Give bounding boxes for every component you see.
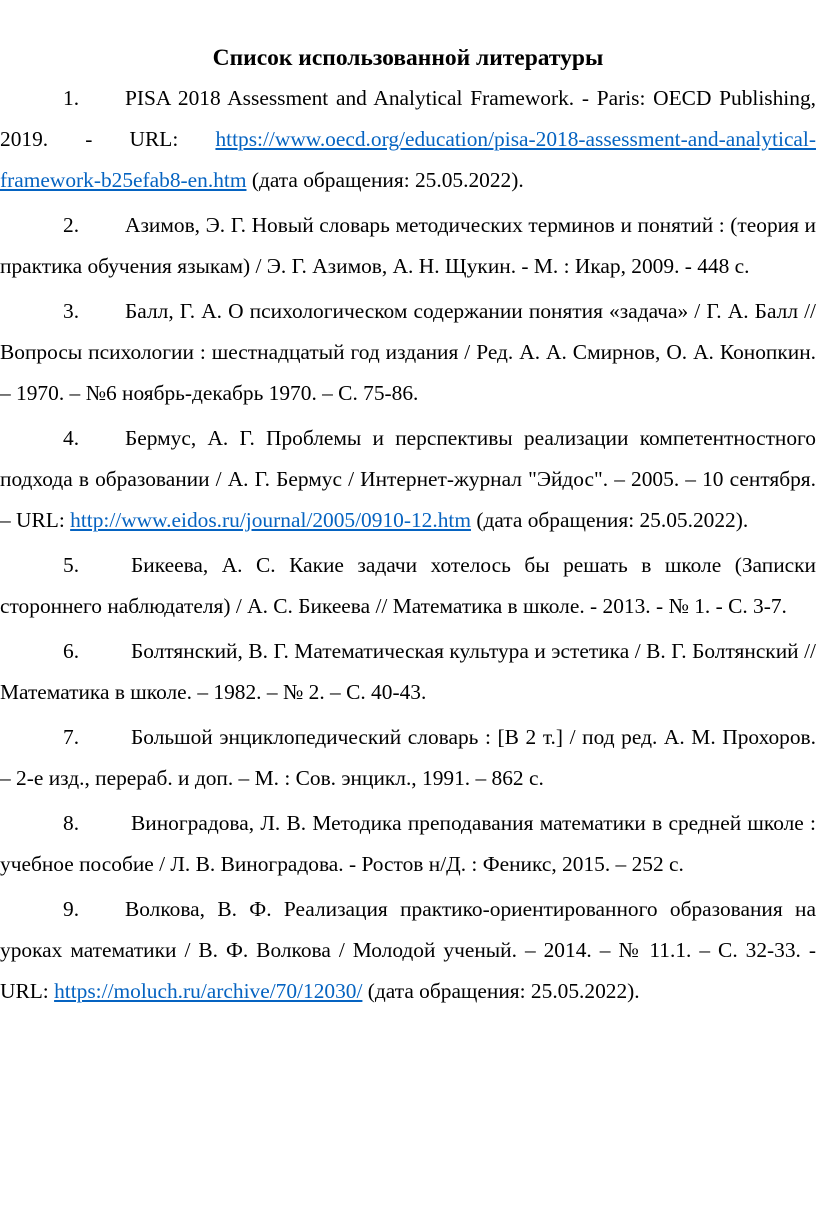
reference-item — [0, 545, 816, 627]
reference-number: 3. — [63, 299, 80, 323]
reference-number: 2. — [63, 213, 80, 237]
reference-item — [0, 78, 816, 201]
reference-item — [0, 631, 816, 713]
reference-number: 7. — [63, 725, 80, 749]
reference-number: 5. — [63, 553, 80, 577]
reference-text: Большой энциклопедический словарь : [В 2 т.] / под ред. А. М. Прохоров. – 2-е изд., перераб. и доп. – М. : Сов. энцикл., 1991. – 862 с. — [0, 725, 816, 790]
reference-item — [0, 205, 816, 287]
reference-item — [0, 418, 816, 541]
reference-link[interactable]: https://moluch.ru/archive/70/12030/ — [54, 979, 363, 1003]
reference-item — [0, 291, 816, 414]
reference-number: 9. — [63, 897, 80, 921]
reference-text: Волкова, В. Ф. Реализация практико-ориентированного образования на уроках математики / В. Ф. Волкова / Молодой ученый. – 2014. – № 11.1. – С. 32-33. - URL: — [0, 897, 816, 1003]
reference-number: 8. — [63, 811, 80, 835]
reference-text: Бикеева, А. С. Какие задачи хотелось бы решать в школе (Записки стороннего наблюдателя) / А. С. Бикеева // Математика в школе. - 2013. - № 1. - С. 3-7. — [0, 553, 816, 618]
page-title: Список использованной литературы — [212, 45, 604, 71]
reference-access-date: (дата обращения: 25.05.2022). — [362, 979, 640, 1003]
reference-number: 1. — [63, 86, 80, 110]
reference-access-date: (дата обращения: 25.05.2022). — [246, 168, 524, 192]
reference-text: Азимов, Э. Г. Новый словарь методических терминов и понятий : (теория и практика обучения языкам) / Э. Г. Азимов, А. Н. Щукин. - М. : Икар, 2009. - 448 с. — [0, 213, 816, 278]
reference-link[interactable]: http://www.eidos.ru/journal/2005/0910-12.htm — [70, 508, 471, 532]
reference-item — [0, 803, 816, 885]
reference-list — [0, 78, 816, 1012]
reference-number: 6. — [63, 639, 80, 663]
reference-access-date: (дата обращения: 25.05.2022). — [470, 508, 749, 532]
reference-number: 4. — [63, 426, 80, 450]
reference-text: Балл, Г. А. О психологическом содержании понятия «задача» / Г. А. Балл // Вопросы психологии : шестнадцатый год издания / Ред. А. А. Смирнов, О. А. Конопкин. – 1970. – №6 ноябрь-декабрь 1970. – С. 75-86. — [0, 299, 816, 405]
reference-item — [0, 717, 816, 799]
reference-text: Виноградова, Л. В. Методика преподавания математики в средней школе : учебное пособие / Л. В. Виноградова. - Ростов н/Д. : Феникс, 2015. – 252 с. — [0, 811, 816, 876]
reference-item — [0, 889, 816, 1012]
reference-link[interactable]: https://www.oecd.org/education/pisa-2018-assessment-and-analytical-framework-b25efab8-en.htm — [0, 127, 816, 192]
reference-text: Бермус, А. Г. Проблемы и перспективы реализации компетентностного подхода в образовании / А. Г. Бермус / Интернет-журнал "Эйдос". – 2005. – 10 сентября. – URL: — [0, 426, 816, 532]
reference-text: PISA 2018 Assessment and Analytical Framework. - Paris: OECD Publishing, 2019. - URL: — [0, 86, 816, 151]
reference-text: Болтянский, В. Г. Математическая культура и эстетика / В. Г. Болтянский // Математика в школе. – 1982. – № 2. – С. 40-43. — [0, 639, 816, 704]
